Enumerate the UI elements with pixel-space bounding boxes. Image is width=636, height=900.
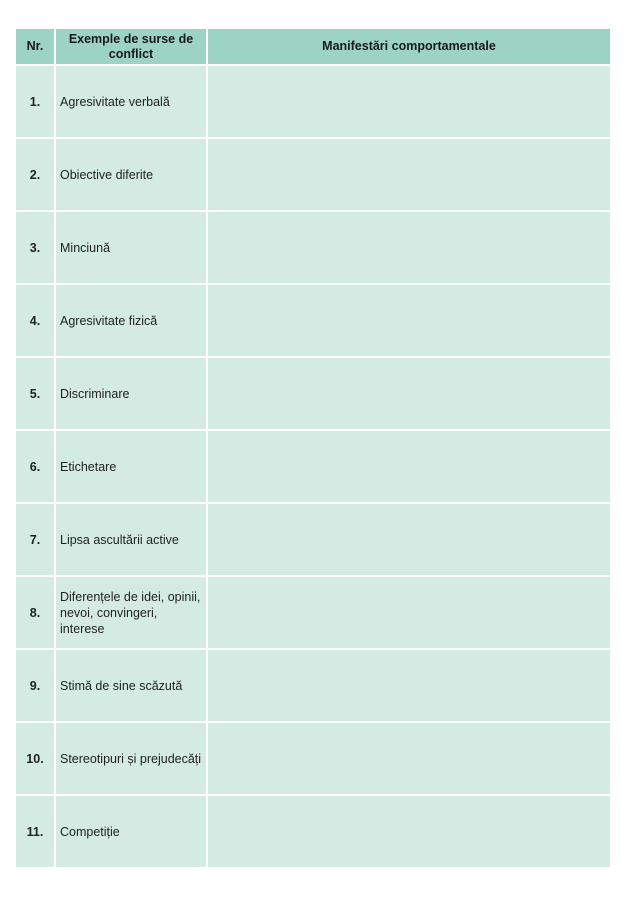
conflict-source-cell: Stereotipuri și prejudecăți	[56, 723, 206, 794]
row-number: 1.	[16, 66, 54, 137]
row-number: 11.	[16, 796, 54, 867]
table-row	[16, 796, 610, 867]
table-row	[16, 723, 610, 794]
manifestation-answer-cell[interactable]	[208, 139, 610, 210]
row-number: 7.	[16, 504, 54, 575]
conflict-source-cell: Minciună	[56, 212, 206, 283]
manifestation-answer-cell[interactable]	[208, 650, 610, 721]
manifestation-answer-cell[interactable]	[208, 577, 610, 648]
table-row	[16, 285, 610, 356]
row-number: 6.	[16, 431, 54, 502]
conflict-source-cell: Lipsa ascultării active	[56, 504, 206, 575]
manifestation-answer-cell[interactable]	[208, 66, 610, 137]
manifestation-answer-cell[interactable]	[208, 358, 610, 429]
row-number: 8.	[16, 577, 54, 648]
table-row	[16, 504, 610, 575]
row-number: 2.	[16, 139, 54, 210]
manifestation-answer-cell[interactable]	[208, 431, 610, 502]
manifestation-answer-cell[interactable]	[208, 285, 610, 356]
conflict-source-cell: Discriminare	[56, 358, 206, 429]
conflict-source-cell: Stimă de sine scăzută	[56, 650, 206, 721]
manifestation-answer-cell[interactable]	[208, 504, 610, 575]
table-row	[16, 66, 610, 137]
manifestation-answer-cell[interactable]	[208, 796, 610, 867]
manifestation-answer-cell[interactable]	[208, 212, 610, 283]
conflict-source-cell: Obiective diferite	[56, 139, 206, 210]
header-behavioral-manifestations: Manifestări comportamentale	[208, 29, 610, 64]
table-row	[16, 650, 610, 721]
header-conflict-sources: Exemple de surse de conflict	[56, 29, 206, 64]
row-number: 5.	[16, 358, 54, 429]
table-row	[16, 358, 610, 429]
manifestation-answer-cell[interactable]	[208, 723, 610, 794]
table-row	[16, 577, 610, 648]
conflict-sources-table	[14, 27, 612, 869]
conflict-source-cell: Diferențele de idei, opinii, nevoi, convingeri, interese	[56, 577, 206, 648]
conflict-source-cell: Competiție	[56, 796, 206, 867]
worksheet-page	[16, 29, 610, 867]
conflict-source-cell: Agresivitate verbală	[56, 66, 206, 137]
row-number: 9.	[16, 650, 54, 721]
row-number: 4.	[16, 285, 54, 356]
conflict-source-cell: Etichetare	[56, 431, 206, 502]
row-number: 3.	[16, 212, 54, 283]
table-row	[16, 212, 610, 283]
table-row	[16, 431, 610, 502]
table-header-row	[16, 29, 610, 64]
table-row	[16, 139, 610, 210]
conflict-source-cell: Agresivitate fizică	[56, 285, 206, 356]
header-nr: Nr.	[16, 29, 54, 64]
row-number: 10.	[16, 723, 54, 794]
